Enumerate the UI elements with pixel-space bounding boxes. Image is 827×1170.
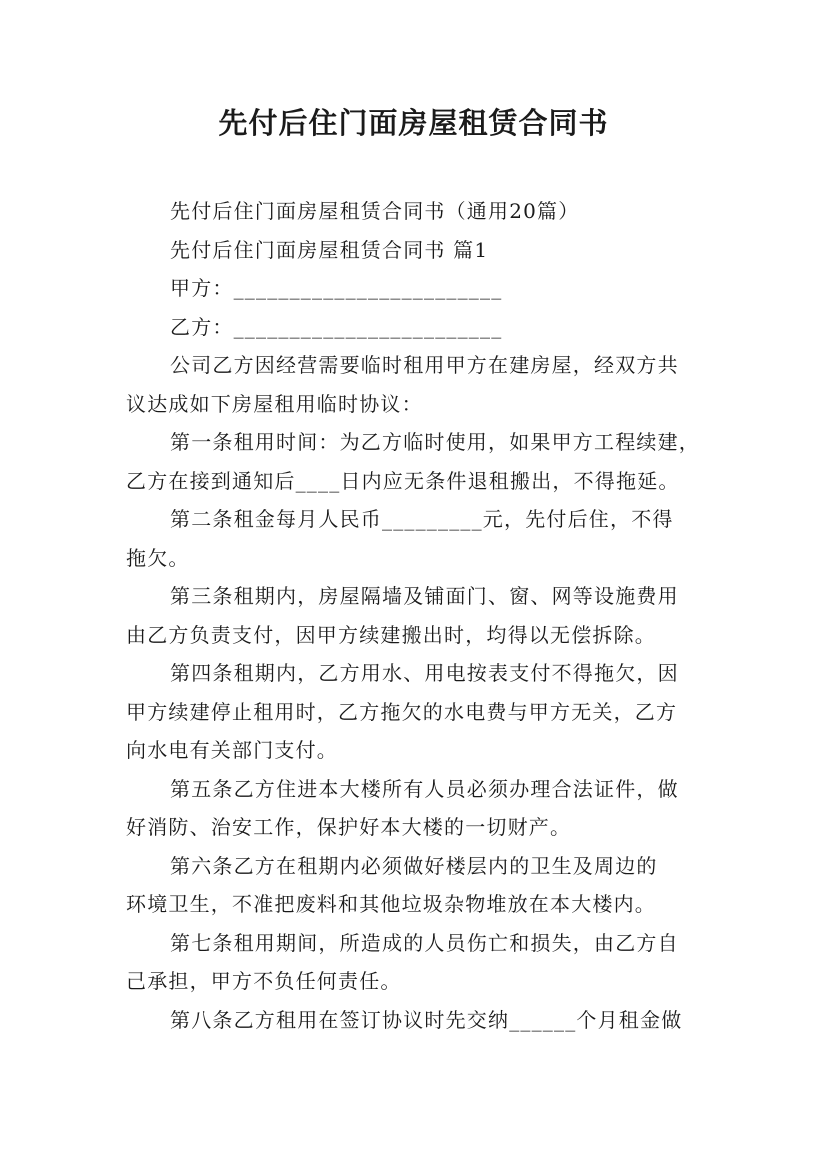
article-4-line: 第四条租期内，乙方用水、用电按表支付不得拖欠，因: [170, 661, 679, 685]
article-8-line: 第八条乙方租用在签订协议时先交纳______个月租金做: [170, 1007, 683, 1032]
text-line: 好消防、治安工作，保护好本大楼的一切财产。: [126, 815, 572, 839]
party-a-line: 甲方：________________________: [170, 276, 503, 300]
article-3-line: 第三条租期内，房屋隔墙及铺面门、窗、网等设施费用: [170, 584, 679, 608]
text-line: 议达成如下房屋租用临时协议：: [126, 391, 423, 416]
text-line: 环境卫生，不准把废料和其他垃圾杂物堆放在本大楼内。: [126, 892, 656, 916]
text-line: 先付后住门面房屋租赁合同书 篇1: [170, 237, 489, 262]
party-b-line: 乙方：________________________: [170, 314, 503, 339]
text-line: 公司乙方因经营需要临时租用甲方在建房屋，经双方共: [170, 353, 679, 377]
article-1-line: 第一条租用时间：为乙方临时使用，如果甲方工程续建，: [170, 430, 700, 454]
text-line: 拖欠。: [126, 545, 190, 570]
text-line: 由乙方负责支付，因甲方续建搬出时，均得以无偿拆除。: [126, 622, 656, 647]
text-line: 向水电有关部门支付。: [126, 738, 338, 762]
text-line: 乙方在接到通知后____日内应无条件退租搬出，不得拖延。: [126, 468, 680, 493]
article-7-line: 第七条租用期间，所造成的人员伤亡和损失，由乙方自: [170, 930, 679, 955]
text-line: 先付后住门面房屋租赁合同书（通用20篇）: [170, 199, 580, 223]
text-line: 甲方续建停止租用时，乙方拖欠的水电费与甲方无关，乙方: [126, 699, 678, 724]
article-6-line: 第六条乙方在租期内必须做好楼层内的卫生及周边的: [170, 853, 658, 878]
article-5-line: 第五条乙方住进本大楼所有人员必须办理合法证件，做: [170, 776, 679, 801]
article-2-line: 第二条租金每月人民币_________元，先付后住，不得: [170, 507, 674, 531]
text-line: 己承担，甲方不负任何责任。: [126, 969, 402, 993]
document-title: 先付后住门面房屋租赁合同书: [218, 106, 609, 140]
document-body: [126, 192, 716, 1039]
